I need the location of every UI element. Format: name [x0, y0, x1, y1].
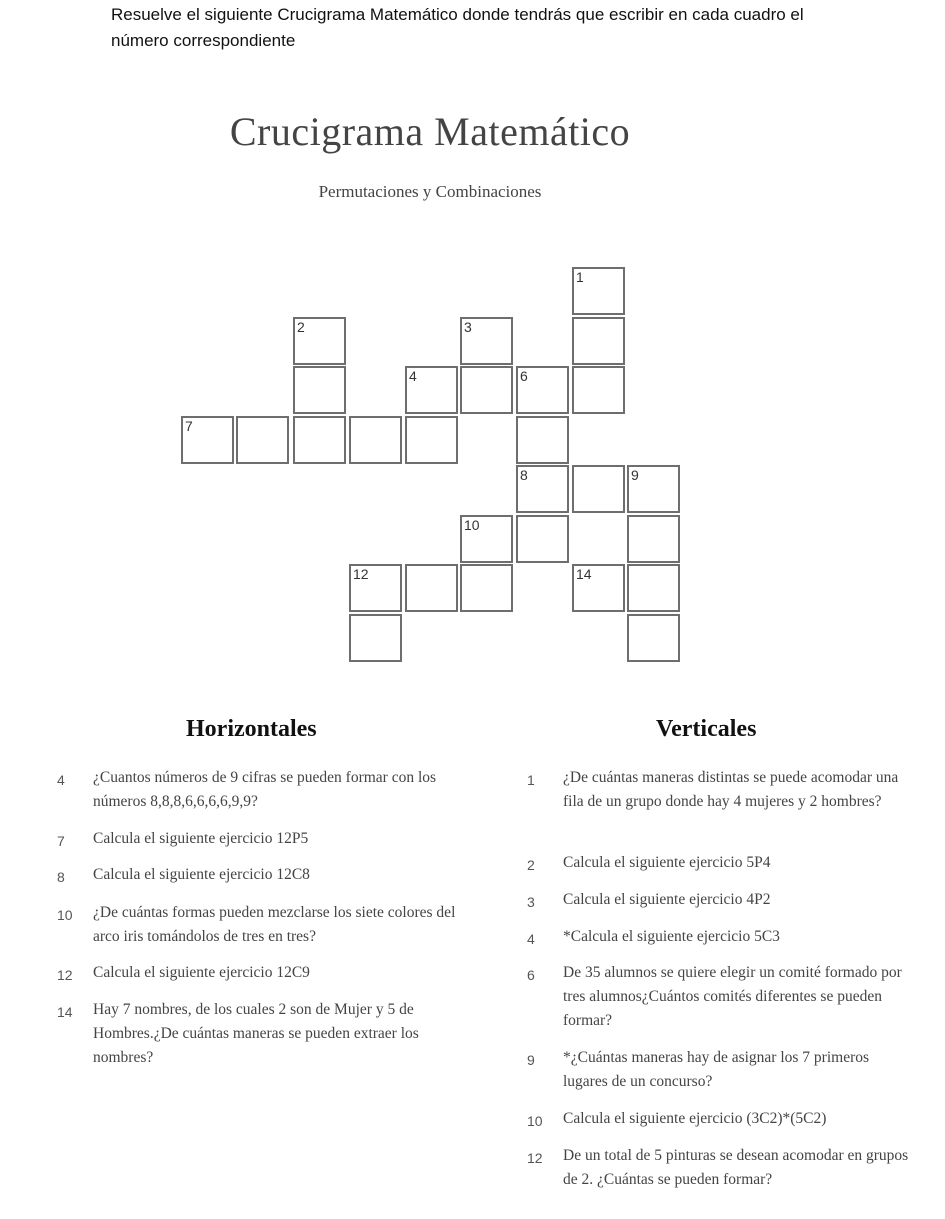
grid-cell[interactable]	[572, 465, 625, 513]
verticales-heading: Verticales	[656, 716, 757, 742]
grid-cell[interactable]	[627, 614, 680, 662]
cell-number: 6	[520, 368, 528, 384]
clue-text: Calcula el siguiente ejercicio 4P2	[563, 891, 771, 908]
grid-cell[interactable]	[516, 465, 569, 513]
clue-text: De un total de 5 pinturas se desean acomodar en grupos de 2. ¿Cuántas se pueden formar?	[563, 1147, 909, 1188]
grid-cell[interactable]	[627, 564, 680, 612]
clue-v-2	[527, 851, 917, 875]
clue-number: 14	[57, 1004, 73, 1020]
clue-v-9	[527, 1046, 917, 1094]
clue-number: 6	[527, 967, 535, 983]
cell-number: 10	[464, 517, 480, 533]
clue-number: 1	[527, 772, 535, 788]
grid-cell[interactable]	[460, 317, 513, 365]
grid-cell[interactable]	[236, 416, 289, 464]
horizontales-heading: Horizontales	[186, 716, 317, 742]
clue-number: 12	[57, 967, 73, 983]
cell-number: 14	[576, 566, 592, 582]
cell-number: 4	[409, 368, 417, 384]
clue-h-8	[57, 863, 467, 887]
clue-text: Calcula el siguiente ejercicio 12C8	[93, 866, 310, 883]
clue-number: 10	[57, 907, 73, 923]
cell-number: 8	[520, 467, 528, 483]
grid-cell[interactable]	[293, 366, 346, 414]
grid-cell[interactable]	[572, 564, 625, 612]
clue-text: Calcula el siguiente ejercicio 5P4	[563, 854, 771, 871]
grid-cell[interactable]	[460, 515, 513, 563]
grid-cell[interactable]	[572, 366, 625, 414]
clue-number: 12	[527, 1150, 543, 1166]
grid-cell[interactable]	[405, 366, 458, 414]
clue-v-1	[527, 766, 917, 814]
grid-cell[interactable]	[405, 416, 458, 464]
grid-cell[interactable]	[627, 465, 680, 513]
clue-h-14	[57, 998, 467, 1070]
clue-number: 3	[527, 894, 535, 910]
clue-h-7	[57, 827, 467, 851]
grid-cell[interactable]	[627, 515, 680, 563]
clue-v-4	[527, 925, 917, 949]
instructions-text: Resuelve el siguiente Crucigrama Matemático donde tendrás que escribir en cada cuadro el número correspondiente	[111, 5, 804, 50]
clue-text: Hay 7 nombres, de los cuales 2 son de Mujer y 5 de Hombres.¿De cuántas maneras se pueden extraer los nombres?	[93, 1001, 419, 1066]
clue-v-12	[527, 1144, 917, 1192]
grid-cell[interactable]	[349, 564, 402, 612]
cell-number: 1	[576, 269, 584, 285]
grid-cell[interactable]	[516, 416, 569, 464]
clue-text: ¿De cuántas maneras distintas se puede acomodar una fila de un grupo donde hay 4 mujeres y 2 hombres?	[563, 769, 899, 810]
clue-v-3	[527, 888, 917, 912]
clue-text: Calcula el siguiente ejercicio 12P5	[93, 830, 309, 847]
grid-cell[interactable]	[460, 564, 513, 612]
grid-cell[interactable]	[349, 416, 402, 464]
grid-cell[interactable]	[293, 416, 346, 464]
cell-number: 2	[297, 319, 305, 335]
grid-cell[interactable]	[405, 564, 458, 612]
cell-number: 9	[631, 467, 639, 483]
clue-text: De 35 alumnos se quiere elegir un comité formado por tres alumnos¿Cuántos comités diferentes se pueden formar?	[563, 964, 902, 1029]
cell-number: 12	[353, 566, 369, 582]
clue-v-10	[527, 1107, 917, 1131]
clue-number: 9	[527, 1052, 535, 1068]
cell-number: 7	[185, 418, 193, 434]
clue-v-6	[527, 961, 917, 1033]
grid-cell[interactable]	[349, 614, 402, 662]
clue-text: Calcula el siguiente ejercicio 12C9	[93, 964, 310, 981]
grid-cell[interactable]	[293, 317, 346, 365]
page-title: Crucigrama Matemático	[229, 109, 631, 154]
cell-number: 3	[464, 319, 472, 335]
grid-cell[interactable]	[181, 416, 234, 464]
grid-cell[interactable]	[516, 515, 569, 563]
clue-text: *Calcula el siguiente ejercicio 5C3	[563, 928, 780, 945]
clue-h-10	[57, 901, 467, 949]
clue-number: 2	[527, 857, 535, 873]
clue-text: Calcula el siguiente ejercicio (3C2)*(5C2)	[563, 1110, 827, 1127]
clue-text: ¿De cuántas formas pueden mezclarse los siete colores del arco iris tomándolos de tres en tres?	[93, 904, 456, 945]
clue-number: 8	[57, 869, 65, 885]
grid-cell[interactable]	[572, 267, 625, 315]
clue-number: 7	[57, 833, 65, 849]
page-subtitle: Permutaciones y Combinaciones	[318, 182, 542, 201]
grid-cell[interactable]	[516, 366, 569, 414]
clue-number: 10	[527, 1113, 543, 1129]
clue-h-4	[57, 766, 467, 814]
clue-h-12	[57, 961, 467, 985]
clue-number: 4	[527, 931, 535, 947]
clue-number: 4	[57, 772, 65, 788]
clue-text: *¿Cuántas maneras hay de asignar los 7 primeros lugares de un concurso?	[563, 1049, 870, 1090]
grid-cell[interactable]	[460, 366, 513, 414]
clue-text: ¿Cuantos números de 9 cifras se pueden formar con los números 8,8,8,6,6,6,6,9,9?	[93, 769, 437, 810]
grid-cell[interactable]	[572, 317, 625, 365]
